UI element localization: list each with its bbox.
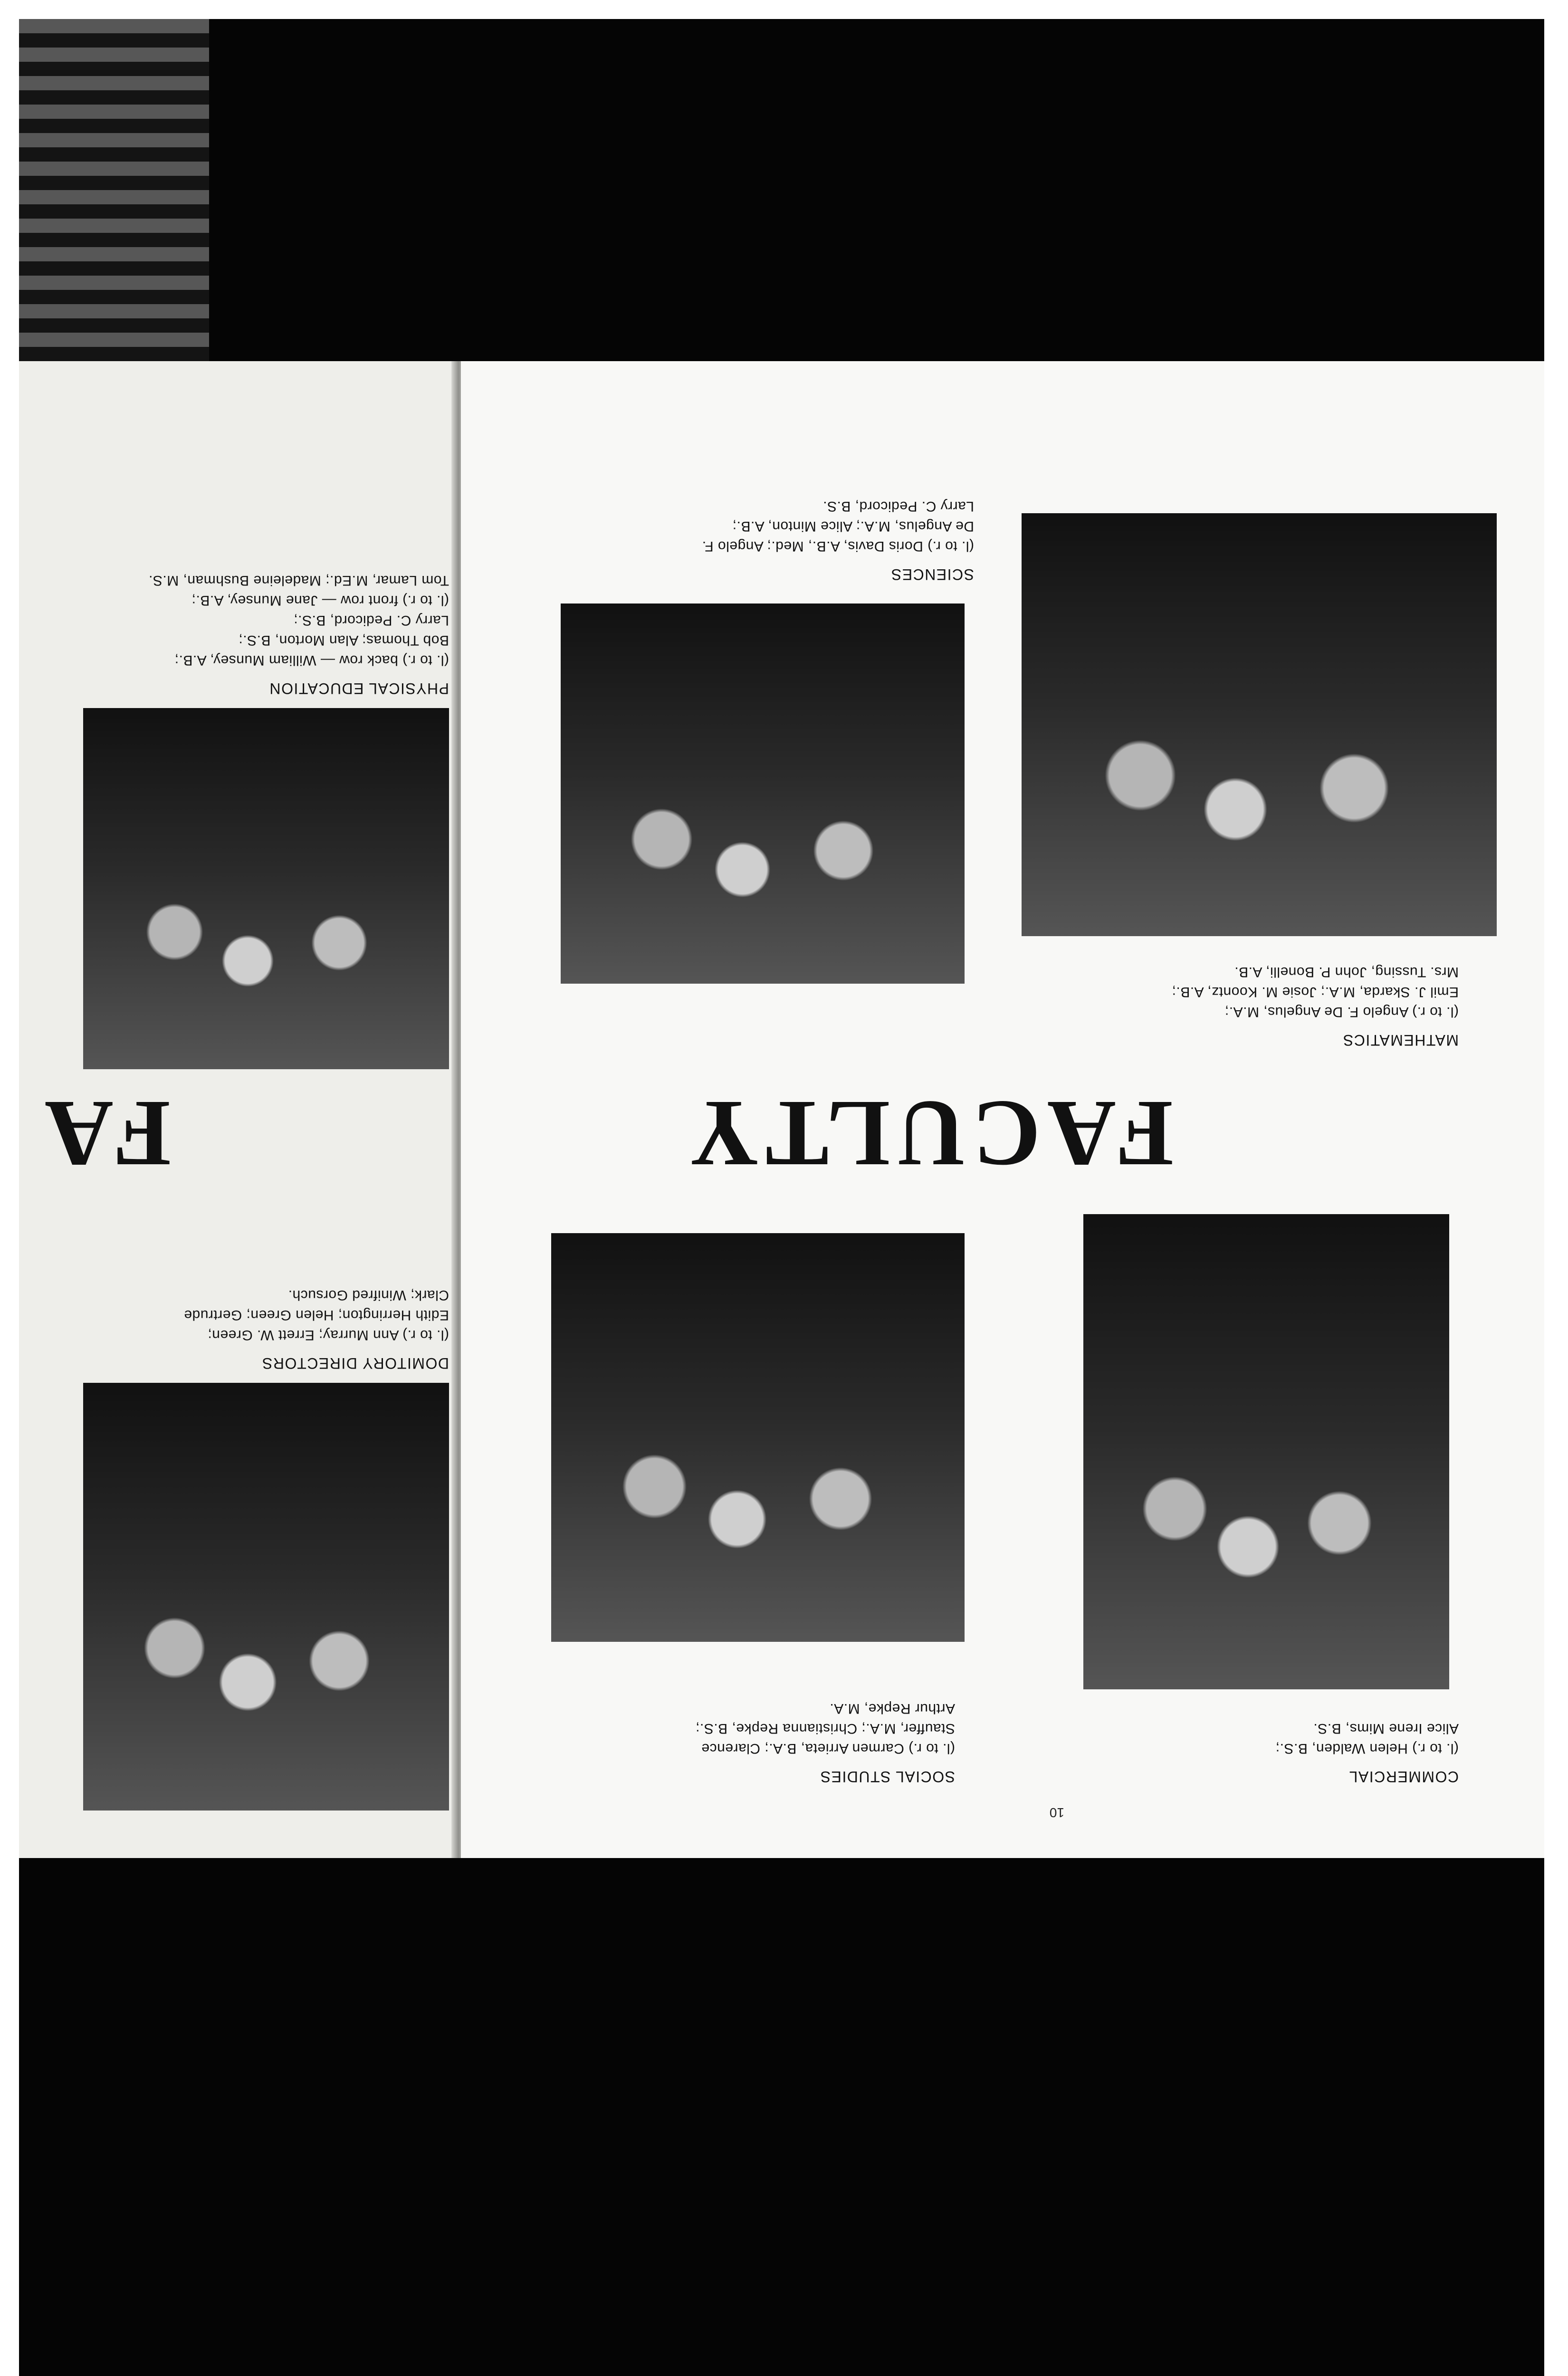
mathematics-heading: MATHEMATICS bbox=[1342, 1032, 1459, 1049]
page-title: FACULTY bbox=[683, 1081, 1174, 1186]
social-studies-heading: SOCIAL STUDIES bbox=[820, 1768, 955, 1785]
mathematics-line: Mrs. Tussing, John P. Bonelli, A.B. bbox=[1234, 964, 1459, 980]
physical-education-heading: PHYSICAL EDUCATION bbox=[268, 680, 449, 697]
sciences-line: (l. to r.) Doris Davis, A.B., Med.; Angelo F. bbox=[702, 538, 974, 554]
dormitory-caption bbox=[45, 1285, 449, 1373]
mathematics-caption bbox=[993, 962, 1459, 1050]
dormitory-line: (l. to r.) Ann Murray; Errett W. Green; bbox=[208, 1327, 449, 1343]
social-studies-line: Stauffer, M.A.; Christianna Repke, B.S.; bbox=[695, 1721, 955, 1736]
facing-page bbox=[19, 361, 461, 1858]
commercial-caption bbox=[1031, 1718, 1459, 1787]
dormitory-line: Edith Herrington; Helen Green; Gertrude bbox=[183, 1307, 449, 1323]
social-studies-photo bbox=[551, 1233, 965, 1642]
physical-education-caption bbox=[45, 570, 449, 699]
physical-education-line: Bob Thomas; Alan Morton, B.S.; bbox=[239, 632, 449, 648]
physical-education-photo bbox=[83, 708, 449, 1069]
physical-education-line: Larry C. Pedicord, B.S.; bbox=[293, 613, 449, 628]
scanner-edge-artifact bbox=[19, 19, 209, 361]
physical-education-line: Tom Lamar, M.Ed.; Madeleine Bushman, M.S. bbox=[148, 573, 449, 588]
sciences-caption bbox=[508, 496, 974, 584]
page-title-fragment: FA bbox=[38, 1081, 171, 1186]
sciences-photo bbox=[561, 604, 965, 984]
social-studies-line: Arthur Repke, M.A. bbox=[829, 1701, 955, 1716]
page-number: 10 bbox=[1049, 1805, 1064, 1820]
physical-education-line: (l. to r.) front row — Jane Munsey, A.B.; bbox=[191, 593, 449, 608]
commercial-heading: COMMERCIAL bbox=[1348, 1768, 1459, 1785]
commercial-line: (l. to r.) Helen Walden, B.S.; bbox=[1275, 1741, 1459, 1756]
social-studies-caption bbox=[527, 1698, 955, 1787]
social-studies-line: (l. to r.) Carmen Arrieta, B.A.; Clarence bbox=[701, 1741, 955, 1756]
physical-education-line: (l. to r.) back row — William Munsey, A.B.; bbox=[174, 652, 449, 668]
yearbook-spread bbox=[19, 361, 1544, 1858]
mathematics-photo bbox=[1022, 513, 1497, 936]
commercial-photo bbox=[1083, 1214, 1449, 1689]
mathematics-line: (l. to r.) Angelo F. De Angelus, M.A.; bbox=[1224, 1004, 1459, 1020]
dormitory-directors-photo bbox=[83, 1383, 449, 1811]
faculty-page bbox=[461, 361, 1544, 1858]
dormitory-line: Clark; Winifred Gorsuch. bbox=[288, 1287, 449, 1303]
dormitory-heading: DOMITORY DIRECTORS bbox=[261, 1355, 449, 1372]
sciences-line: Larry C. Pedicord, B.S. bbox=[822, 498, 974, 514]
sciences-heading: SCIENCES bbox=[890, 566, 974, 583]
commercial-line: Alice Irene Mims, B.S. bbox=[1313, 1721, 1459, 1736]
mathematics-line: Emil J. Skarda, M.A.; Josie M. Koontz, A.B.; bbox=[1172, 984, 1459, 1000]
sciences-line: De Angelus, M.A.; Alice Minton, A.B.; bbox=[732, 518, 974, 534]
